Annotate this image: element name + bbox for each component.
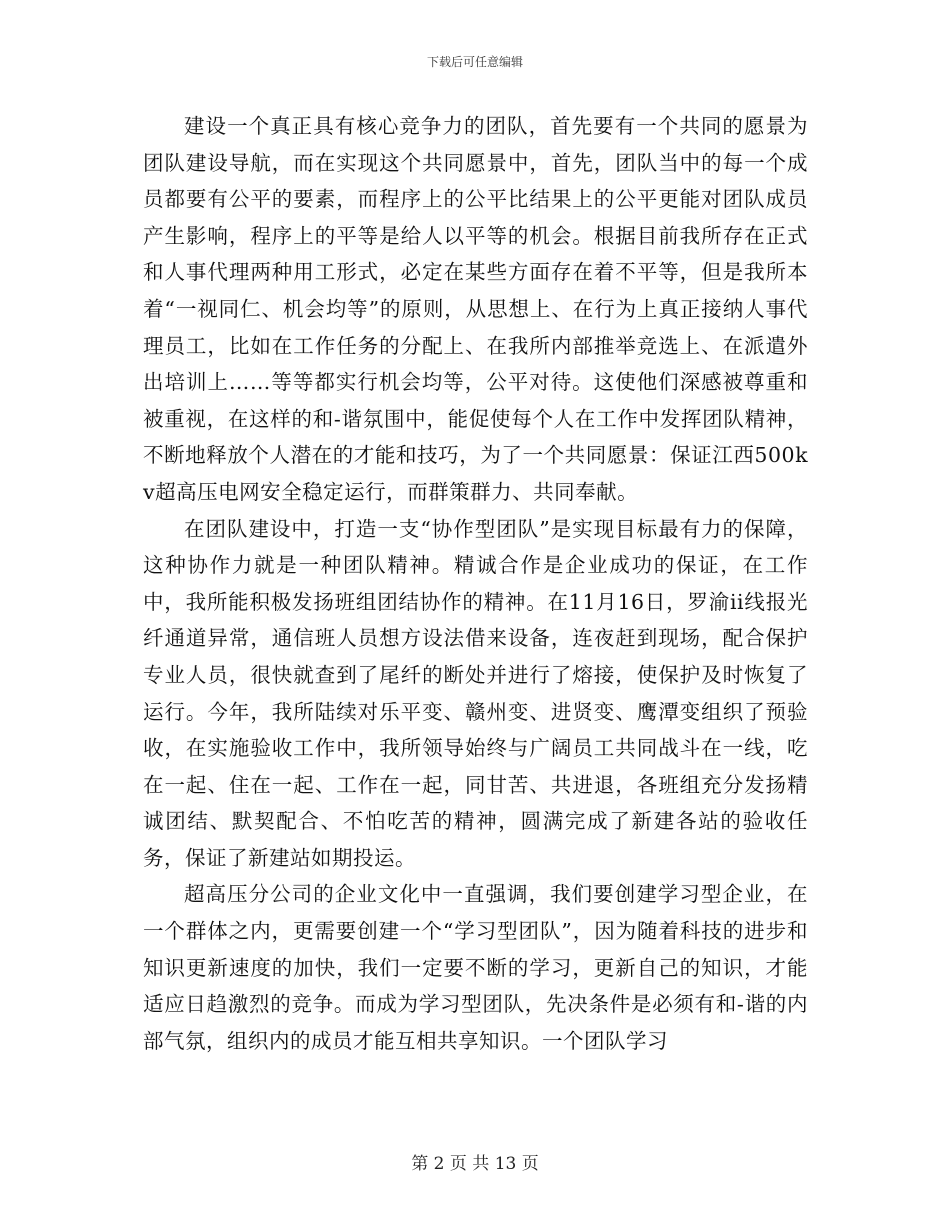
paragraph-learning-team: 超高压分公司的企业文化中一直强调，我们要创建学习型企业，在一个群体之内，更需要创建一个“学习型团队”，因为随着科技的进步和知识更新速度的加快，我们一定要不断的学习，更新自己的知识，才能适应日趋激烈的竞争。而成为学习型团队，先决条件是必须有和-谐的内部气氛，组织内的成员才能互相共享知识。一个团队学习 <box>143 882 808 1053</box>
page-header: 下载后可任意编辑 <box>426 55 523 69</box>
page-number-footer: 第 2 页 共 13 页 <box>411 1154 539 1174</box>
paragraph-collaboration: 在团队建设中，打造一支“协作型团队”是实现目标最有力的保障，这种协作力就是一种团队精神。精诚合作是企业成功的保证，在工作中，我所能积极发扬班组团结协作的精神。在11月16日，罗渝ii线报光纤通道异常，通信班人员想方设法借来设备，连夜赶到现场，配合保护专业人员，很快就查到了尾纤的断处并进行了熔接，使保护及时恢复了运行。今年，我所陆续对乐平变、赣州变、进贤变、鹰潭变组织了预验收，在实施验收工作中，我所领导始终与广阔员工共同战斗在一线，吃在一起、住在一起、工作在一起，同甘苦、共进退，各班组充分发扬精诚团结、默契配合、不怕吃苦的精神，圆满完成了新建各站的验收任务，保证了新建站如期投运。 <box>143 516 808 870</box>
paragraph-team-vision: 建设一个真正具有核心竞争力的团队，首先要有一个共同的愿景为团队建设导航，而在实现这个共同愿景中，首先，团队当中的每一个成员都要有公平的要素，而程序上的公平比结果上的公平更能对团队成员产生影响，程序上的平等是给人以平等的机会。根据目前我所存在正式和人事代理两种用工形式，必定在某些方面存在着不平等，但是我所本着“一视同仁、机会均等”的原则，从思想上、在行为上真正接纳人事代理员工，比如在工作任务的分配上、在我所内部推举竞选上、在派遣外出培训上……等等都实行机会均等，公平对待。这使他们深感被尊重和被重视，在这样的和-谐氛围中，能促使每个人在工作中发挥团队精神，不断地释放个人潜在的才能和技巧，为了一个共同愿景：保证江西500kv超高压电网安全稳定运行，而群策群力、共同奉献。 <box>143 114 808 504</box>
document-body <box>143 108 808 1059</box>
